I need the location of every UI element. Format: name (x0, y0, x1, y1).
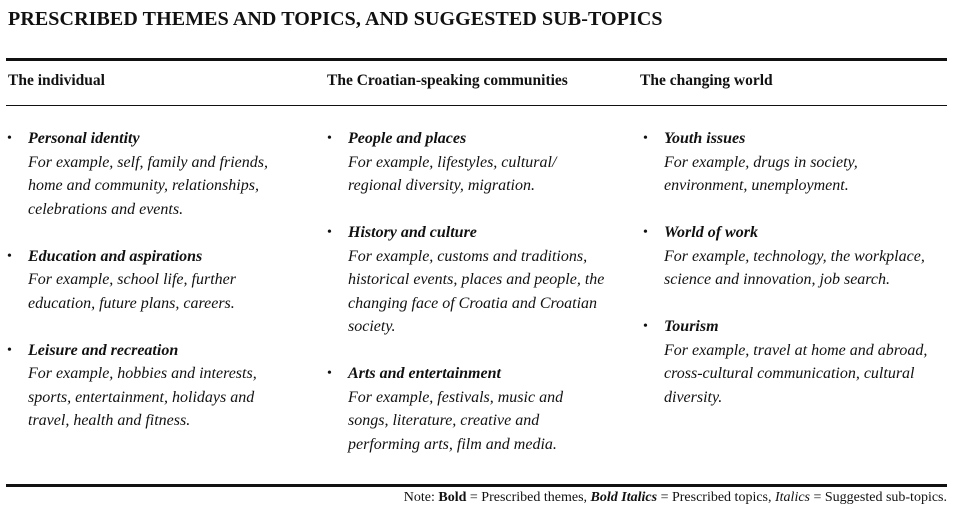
page-title: PRESCRIBED THEMES AND TOPICS, AND SUGGESTED SUB-TOPICS (8, 8, 663, 30)
note-prefix: Note: (403, 490, 439, 505)
topic-item (643, 221, 948, 292)
subtopic-line: performing arts, film and media. (348, 435, 557, 453)
note-bold-label: Bold (438, 490, 467, 505)
subtopic-line: diversity. (664, 388, 723, 406)
bullet-icon: • (327, 225, 332, 240)
bullet-icon: • (327, 366, 332, 381)
top-rule (6, 58, 947, 61)
theme-header-changing-world: The changing world (640, 72, 773, 89)
subtopic-line: For example, customs and traditions, (348, 247, 588, 265)
bullet-icon: • (327, 131, 332, 146)
subtopic-line: changing face of Croatia and Croatian (348, 294, 598, 312)
note-bold-italic-desc: = Prescribed topics, (657, 490, 775, 505)
subtopic-line: celebrations and events. (28, 200, 184, 218)
subtopic-line: For example, school life, further (28, 271, 236, 288)
topic-subtopics (348, 386, 637, 457)
column-individual (7, 127, 312, 456)
topic-subtopics (28, 268, 312, 315)
legend-note (404, 490, 947, 506)
topic-title: Youth issues (664, 130, 746, 147)
topic-item (7, 339, 312, 433)
column-changing-world (643, 127, 948, 433)
subtopic-line: For example, self, family and friends, (28, 153, 268, 171)
topic-subtopics (348, 151, 637, 198)
subtopic-line: songs, literature, creative and (348, 412, 540, 429)
subtopic-line: For example, festivals, music and (348, 388, 564, 406)
topic-subtopics (664, 245, 948, 292)
column-croatian-communities (327, 127, 637, 480)
subtopic-line: science and innovation, job search. (664, 271, 891, 288)
subtopic-line: For example, lifestyles, cultural/ (348, 153, 557, 171)
header-rule (6, 105, 947, 106)
topic-subtopics (28, 151, 312, 222)
note-bold-desc: = Prescribed themes, (466, 490, 591, 505)
subtopic-line: travel, health and fitness. (28, 412, 191, 429)
topic-subtopics (28, 362, 312, 433)
topic-subtopics (348, 245, 637, 339)
subtopic-line: sports, entertainment, holidays and (28, 388, 255, 406)
topic-subtopics (664, 339, 948, 410)
topic-item (643, 315, 948, 409)
bullet-icon: • (643, 319, 648, 334)
topic-item (327, 362, 637, 456)
topic-title: World of work (664, 224, 758, 241)
bullet-icon: • (7, 131, 12, 146)
bullet-icon: • (643, 131, 648, 146)
topic-item (327, 127, 637, 198)
subtopic-line: regional diversity, migration. (348, 177, 535, 194)
topic-title: History and culture (348, 224, 477, 241)
subtopic-line: education, future plans, careers. (28, 294, 235, 312)
bottom-rule (6, 484, 947, 487)
topic-title: Arts and entertainment (348, 365, 501, 382)
bullet-icon: • (7, 248, 12, 264)
topic-item (7, 245, 312, 316)
topic-title: Leisure and recreation (28, 341, 179, 359)
theme-header-croatian-communities: The Croatian-speaking communities (327, 72, 568, 89)
subtopic-line: For example, hobbies and interests, (28, 365, 257, 382)
subtopic-line: For example, drugs in society, (664, 153, 858, 171)
topic-item (7, 127, 312, 221)
note-italic-label: Italics (775, 490, 810, 505)
bullet-icon: • (7, 342, 12, 358)
note-italic-desc: = Suggested sub-topics. (810, 490, 947, 505)
subtopic-line: cross-cultural communication, cultural (664, 365, 915, 382)
topic-title: Tourism (664, 318, 719, 335)
topic-title: Education and aspirations (28, 247, 203, 265)
topic-title: People and places (348, 130, 467, 147)
topic-title: Personal identity (28, 130, 140, 147)
subtopic-line: For example, technology, the workplace, (664, 247, 925, 265)
bullet-icon: • (643, 225, 648, 240)
subtopic-line: historical events, places and people, the (348, 271, 605, 288)
topic-item (643, 127, 948, 198)
note-bold-italic-label: Bold Italics (590, 490, 658, 505)
subtopic-line: society. (348, 318, 396, 335)
subtopic-line: home and community, relationships, (28, 177, 259, 194)
theme-header-individual: The individual (8, 72, 105, 89)
topic-item (327, 221, 637, 339)
subtopic-line: environment, unemployment. (664, 177, 849, 194)
topic-subtopics (664, 151, 948, 198)
subtopic-line: For example, travel at home and abroad, (664, 341, 928, 359)
